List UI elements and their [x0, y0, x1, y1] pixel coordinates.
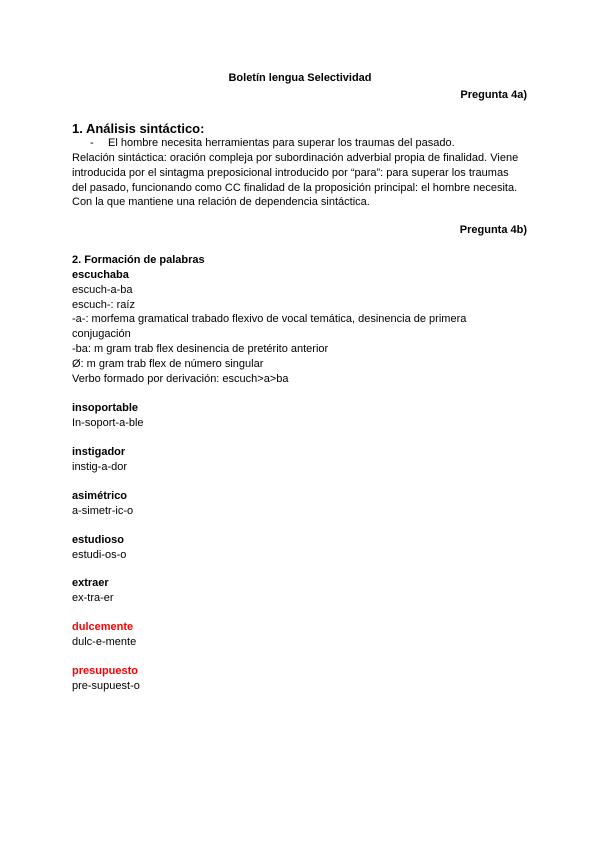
- word-entry-highlighted: [72, 664, 140, 694]
- analysis-line: Verbo formado por derivación: escuch>a>ba: [72, 372, 289, 385]
- paragraph-line: Con la que mantiene una relación de dependencia sintáctica.: [72, 196, 370, 209]
- word-heading-highlighted: dulcemente: [72, 621, 134, 633]
- word-split: instig-a-dor: [72, 460, 128, 473]
- analysis-line: -a-: morfema gramatical trabado flexivo de vocal temática, desinencia de primera: [72, 313, 467, 326]
- analysis-line: Ø: m gram trab flex de número singular: [72, 357, 264, 370]
- section-2-heading: 2. Formación de palabras: [72, 254, 205, 266]
- word-split: dulc-e-mente: [72, 635, 137, 648]
- word-entry-highlighted: [72, 620, 136, 650]
- word-heading: asimétrico: [72, 490, 128, 502]
- word-heading-highlighted: presupuesto: [72, 665, 139, 677]
- question-4a-label: Pregunta 4a): [460, 89, 527, 101]
- bullet-marker: -: [90, 137, 94, 149]
- question-4b-label: Pregunta 4b): [459, 224, 527, 236]
- section-1-heading: 1. Análisis sintáctico:: [72, 121, 205, 136]
- analyzed-sentence: El hombre necesita herramientas para superar los traumas del pasado.: [108, 137, 455, 149]
- word-entry: [72, 445, 127, 475]
- word-entry: [72, 533, 126, 563]
- word-heading: estudioso: [72, 534, 124, 546]
- word-split: In-soport-a-ble: [72, 416, 144, 429]
- document-title: Boletín lengua Selectividad: [228, 72, 372, 84]
- paragraph-line: introducida por el sintagma preposicional introducido por “para”: para superar los traumas: [72, 166, 509, 179]
- word-entry: [72, 576, 114, 606]
- word-split: pre-supuest-o: [72, 679, 140, 692]
- word-entry: [72, 401, 144, 431]
- analysis-line: escuch-: raíz: [72, 298, 135, 311]
- word-heading: extraer: [72, 577, 109, 589]
- word-split: a-simetr-ic-o: [72, 504, 134, 517]
- analysis-line: conjugación: [72, 328, 131, 341]
- word-entry-escuchaba: [72, 268, 466, 386]
- syntactic-relation-paragraph: [72, 151, 542, 210]
- analysis-line: -ba: m gram trab flex desinencia de pretérito anterior: [72, 342, 329, 355]
- word-entry: [72, 489, 133, 519]
- paragraph-line: Relación sintáctica: oración compleja por subordinación adverbial propia de finalidad. Viene: [72, 152, 519, 164]
- word-split: ex-tra-er: [72, 591, 114, 604]
- word-split: estudi-os-o: [72, 548, 127, 561]
- word-heading: insoportable: [72, 402, 139, 414]
- analysis-line: escuch-a-ba: [72, 283, 133, 296]
- word-heading: escuchaba: [72, 269, 129, 281]
- word-heading: instigador: [72, 446, 126, 458]
- paragraph-line: del pasado, funcionando como CC finalidad de la proposición principal: el hombre necesita.: [72, 181, 518, 194]
